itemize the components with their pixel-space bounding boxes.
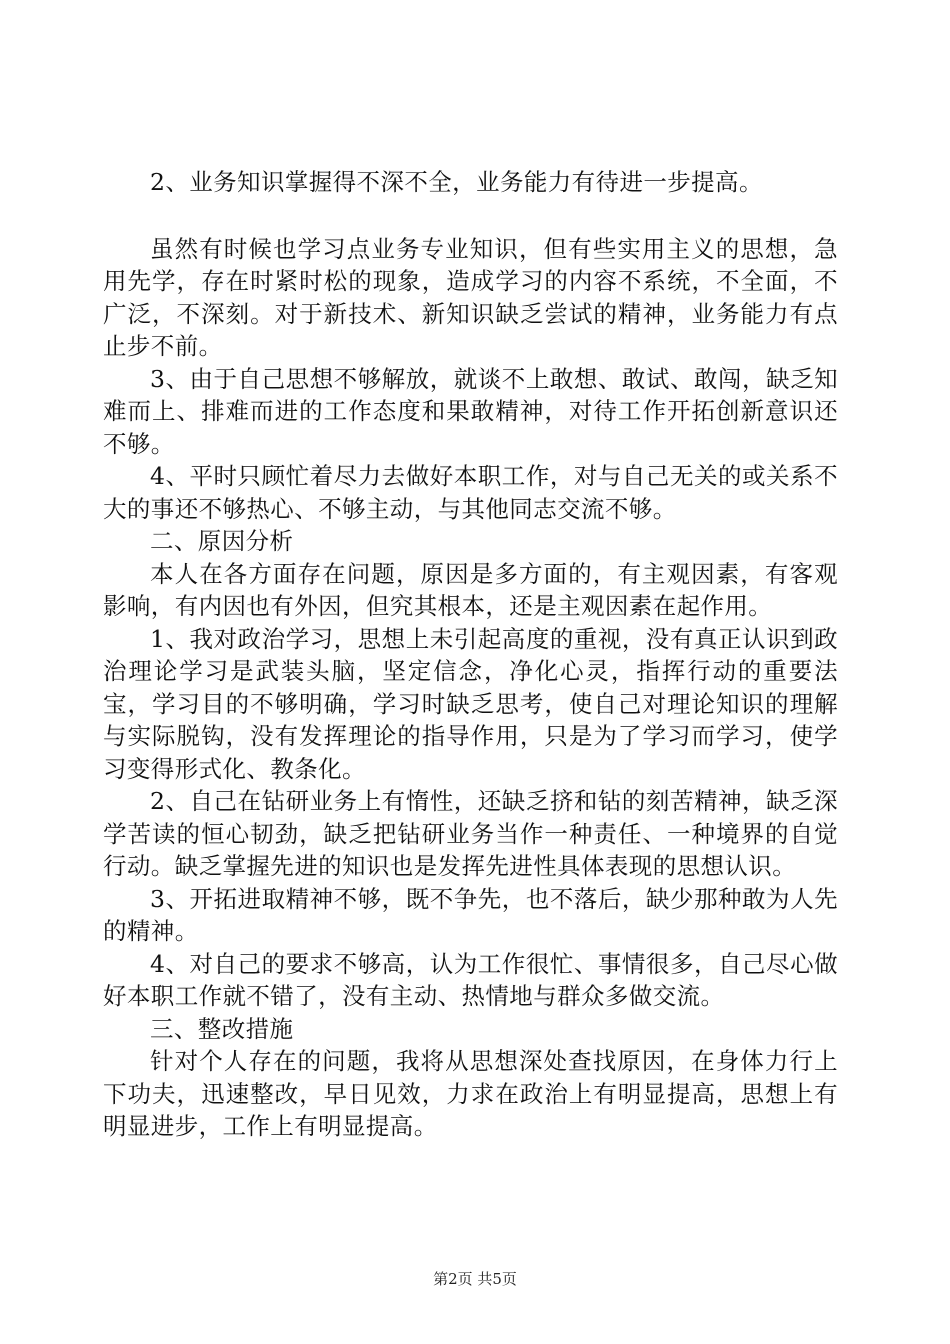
paragraph-cause-overview: 本人在各方面存在问题，原因是多方面的，有主观因素，有客观影响，有内因也有外因，但究其根本，还是主观因素在起作用。 [103, 559, 838, 620]
paragraph-point-4-communication: 4、平时只顾忙着尽力去做好本职工作，对与自己无关的或关系不大的事还不够热心、不够主动，与其他同志交流不够。 [103, 462, 838, 523]
paragraph-point-2-business-knowledge: 2、业务知识掌握得不深不全，业务能力有待进一步提高。 [150, 168, 763, 196]
paragraph-cause-1-political-study: 1、我对政治学习，思想上未引起高度的重视，没有真正认识到政治理论学习是武装头脑，坚定信念，净化心灵，指挥行动的重要法宝，学习目的不够明确，学习时缺乏思考，使自己对理论知识的理解与实际脱钩，没有发挥理论的指导作用，只是为了学习而学习，使学习变得形式化、教条化。 [103, 624, 838, 783]
section-heading-rectification-measures: 三、整改措施 [150, 1014, 294, 1043]
paragraph-business-study-detail: 虽然有时候也学习点业务专业知识，但有些实用主义的思想，急用先学，存在时紧时松的现象，造成学习的内容不系统，不全面，不广泛，不深刻。对于新技术、新知识缺乏尝试的精神，业务能力有点止步不前。 [103, 234, 838, 360]
paragraph-cause-3-enterprising-spirit: 3、开拓进取精神不够，既不争先，也不落后，缺少那种敢为人先的精神。 [103, 884, 838, 945]
paragraph-cause-2-business-study: 2、自己在钻研业务上有惰性，还缺乏挤和钻的刻苦精神，缺乏深学苦读的恒心韧劲，缺乏把钻研业务当作一种责任、一种境界的自觉行动。缺乏掌握先进的知识也是发挥先进性具体表现的思想认识。 [103, 787, 838, 880]
paragraph-cause-4-self-requirements: 4、对自己的要求不够高，认为工作很忙、事情很多，自己尽心做好本职工作就不错了，没有主动、热情地与群众多做交流。 [103, 949, 838, 1010]
paragraph-rectification-overview: 针对个人存在的问题，我将从思想深处查找原因，在身体力行上下功夫，迅速整改，早日见效，力求在政治上有明显提高，思想上有明显进步，工作上有明显提高。 [103, 1047, 838, 1140]
paragraph-point-3-mindset: 3、由于自己思想不够解放，就谈不上敢想、敢试、敢闯，缺乏知难而上、排难而进的工作态度和果敢精神，对待工作开拓创新意识还不够。 [103, 364, 838, 458]
page-number-footer: 第2页 共5页 [433, 1270, 517, 1288]
section-heading-cause-analysis: 二、原因分析 [150, 527, 294, 555]
document-body [103, 166, 838, 1143]
